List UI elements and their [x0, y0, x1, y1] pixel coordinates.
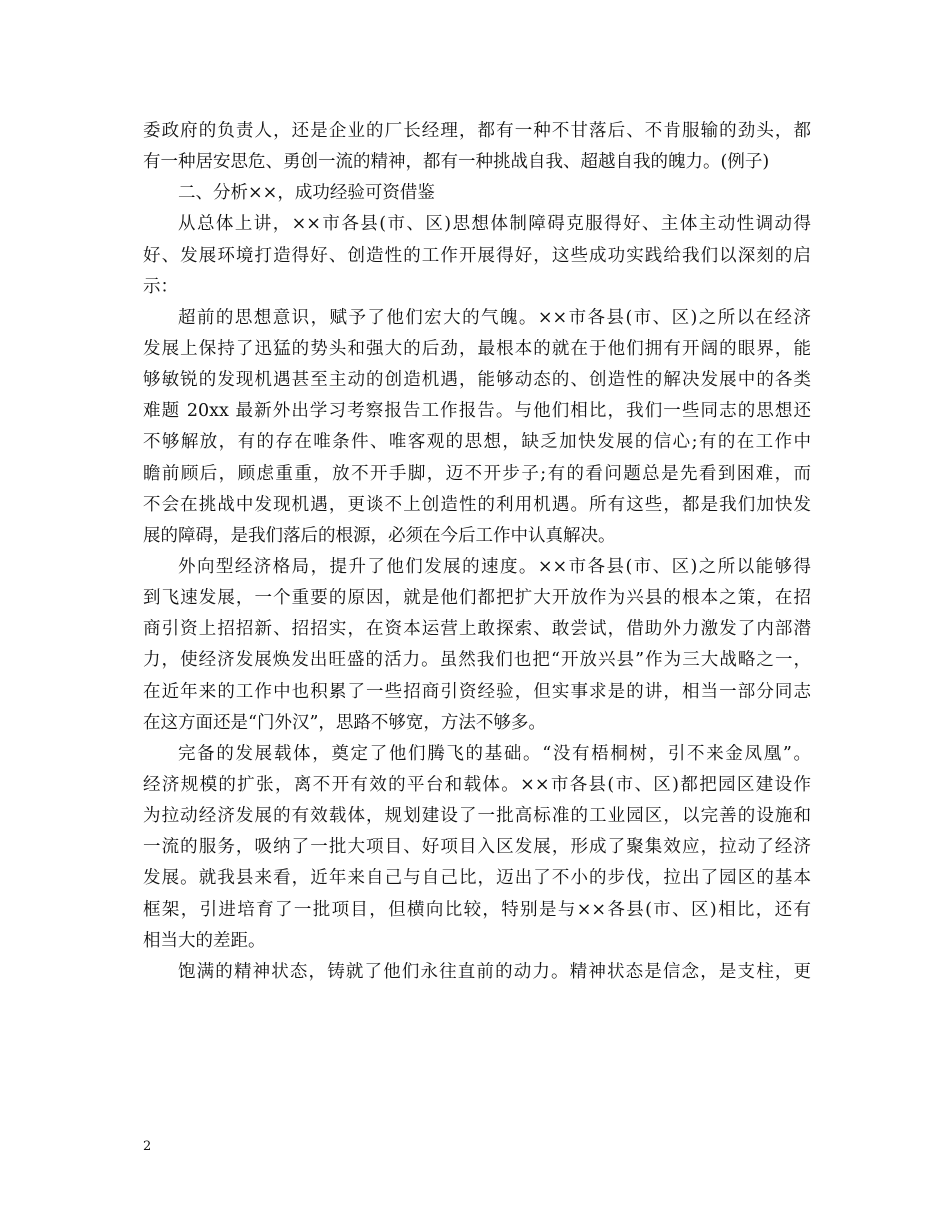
text-line: 发展。就我县来看，近年来自己与自己比，迈出了不小的步伐，拉出了园区的基本 [143, 868, 811, 889]
text-line: 到飞速发展，一个重要的原因，就是他们都把扩大开放作为兴县的根本之策，在招 [143, 588, 811, 609]
text-line: 不够解放，有的存在唯条件、唯客观的思想，缺乏加快发展的信心;有的在工作中 [143, 432, 811, 453]
text-line: 力，使经济发展焕发出旺盛的活力。虽然我们也把“开放兴县”作为三大战略之一， [143, 650, 811, 671]
text-line: 超前的思想意识，赋予了他们宏大的气魄。××市各县(市、区)之所以在经济 [178, 307, 811, 328]
text-line: 不会在挑战中发现机遇，更谈不上创造性的利用机遇。所有这些，都是我们加快发 [143, 494, 811, 515]
text-line: 在近年来的工作中也积累了一些招商引资经验，但实事求是的讲，相当一部分同志 [143, 681, 811, 702]
text-line: 饱满的精神状态，铸就了他们永往直前的动力。精神状态是信念，是支柱，更 [178, 961, 811, 982]
text-line: 外向型经济格局，提升了他们发展的速度。××市各县(市、区)之所以能够得 [178, 556, 811, 577]
text-line: 好、发展环境打造得好、创造性的工作开展得好，这些成功实践给我们以深刻的启 [143, 245, 811, 266]
page-number: 2 [143, 1139, 152, 1154]
text-line: 为拉动经济发展的有效载体，规划建设了一批高标准的工业园区，以完善的设施和 [143, 806, 811, 827]
text-line: 经济规模的扩张，离不开有效的平台和载体。××市各县(市、区)都把园区建设作 [143, 774, 811, 795]
text-line: 展的障碍，是我们落后的根源，必须在今后工作中认真解决。 [143, 525, 616, 546]
body-text [143, 116, 811, 988]
text-line: 二、分析××，成功经验可资借鉴 [178, 183, 435, 204]
text-line: 够敏锐的发现机遇甚至主动的创造机遇，能够动态的、创造性的解决发展中的各类 [143, 370, 811, 391]
text-line: 商引资上招招新、招招实，在资本运营上敢探索、敢尝试，借助外力激发了内部潜 [143, 619, 811, 640]
text-line: 难题 20xx 最新外出学习考察报告工作报告。与他们相比，我们一些同志的思想还 [143, 401, 811, 422]
text-line: 从总体上讲，××市各县(市、区)思想体制障碍克服得好、主体主动性调动得 [178, 214, 811, 235]
text-line: 瞻前顾后，顾虑重重，放不开手脚，迈不开步子;有的看问题总是先看到困难，而 [143, 463, 811, 484]
text-line: 委政府的负责人，还是企业的厂长经理，都有一种不甘落后、不肯服输的劲头，都 [143, 121, 811, 141]
text-line: 框架，引进培育了一批项目，但横向比较，特别是与××各县(市、区)相比，还有 [143, 899, 811, 920]
text-line: 示： [143, 276, 178, 297]
text-line: 完备的发展载体，奠定了他们腾飞的基础。“没有梧桐树，引不来金凤凰”。 [178, 743, 811, 764]
text-line: 在这方面还是“门外汉”，思路不够宽，方法不够多。 [143, 712, 546, 733]
text-line: 发展上保持了迅猛的势头和强大的后劲，最根本的就在于他们拥有开阔的眼界，能 [143, 338, 811, 359]
text-line: 相当大的差距。 [143, 930, 266, 951]
text-line: 一流的服务，吸纳了一批大项目、好项目入区发展，形成了聚集效应，拉动了经济 [143, 837, 811, 858]
text-line: 有一种居安思危、勇创一流的精神，都有一种挑战自我、超越自我的魄力。(例子) [143, 152, 770, 173]
